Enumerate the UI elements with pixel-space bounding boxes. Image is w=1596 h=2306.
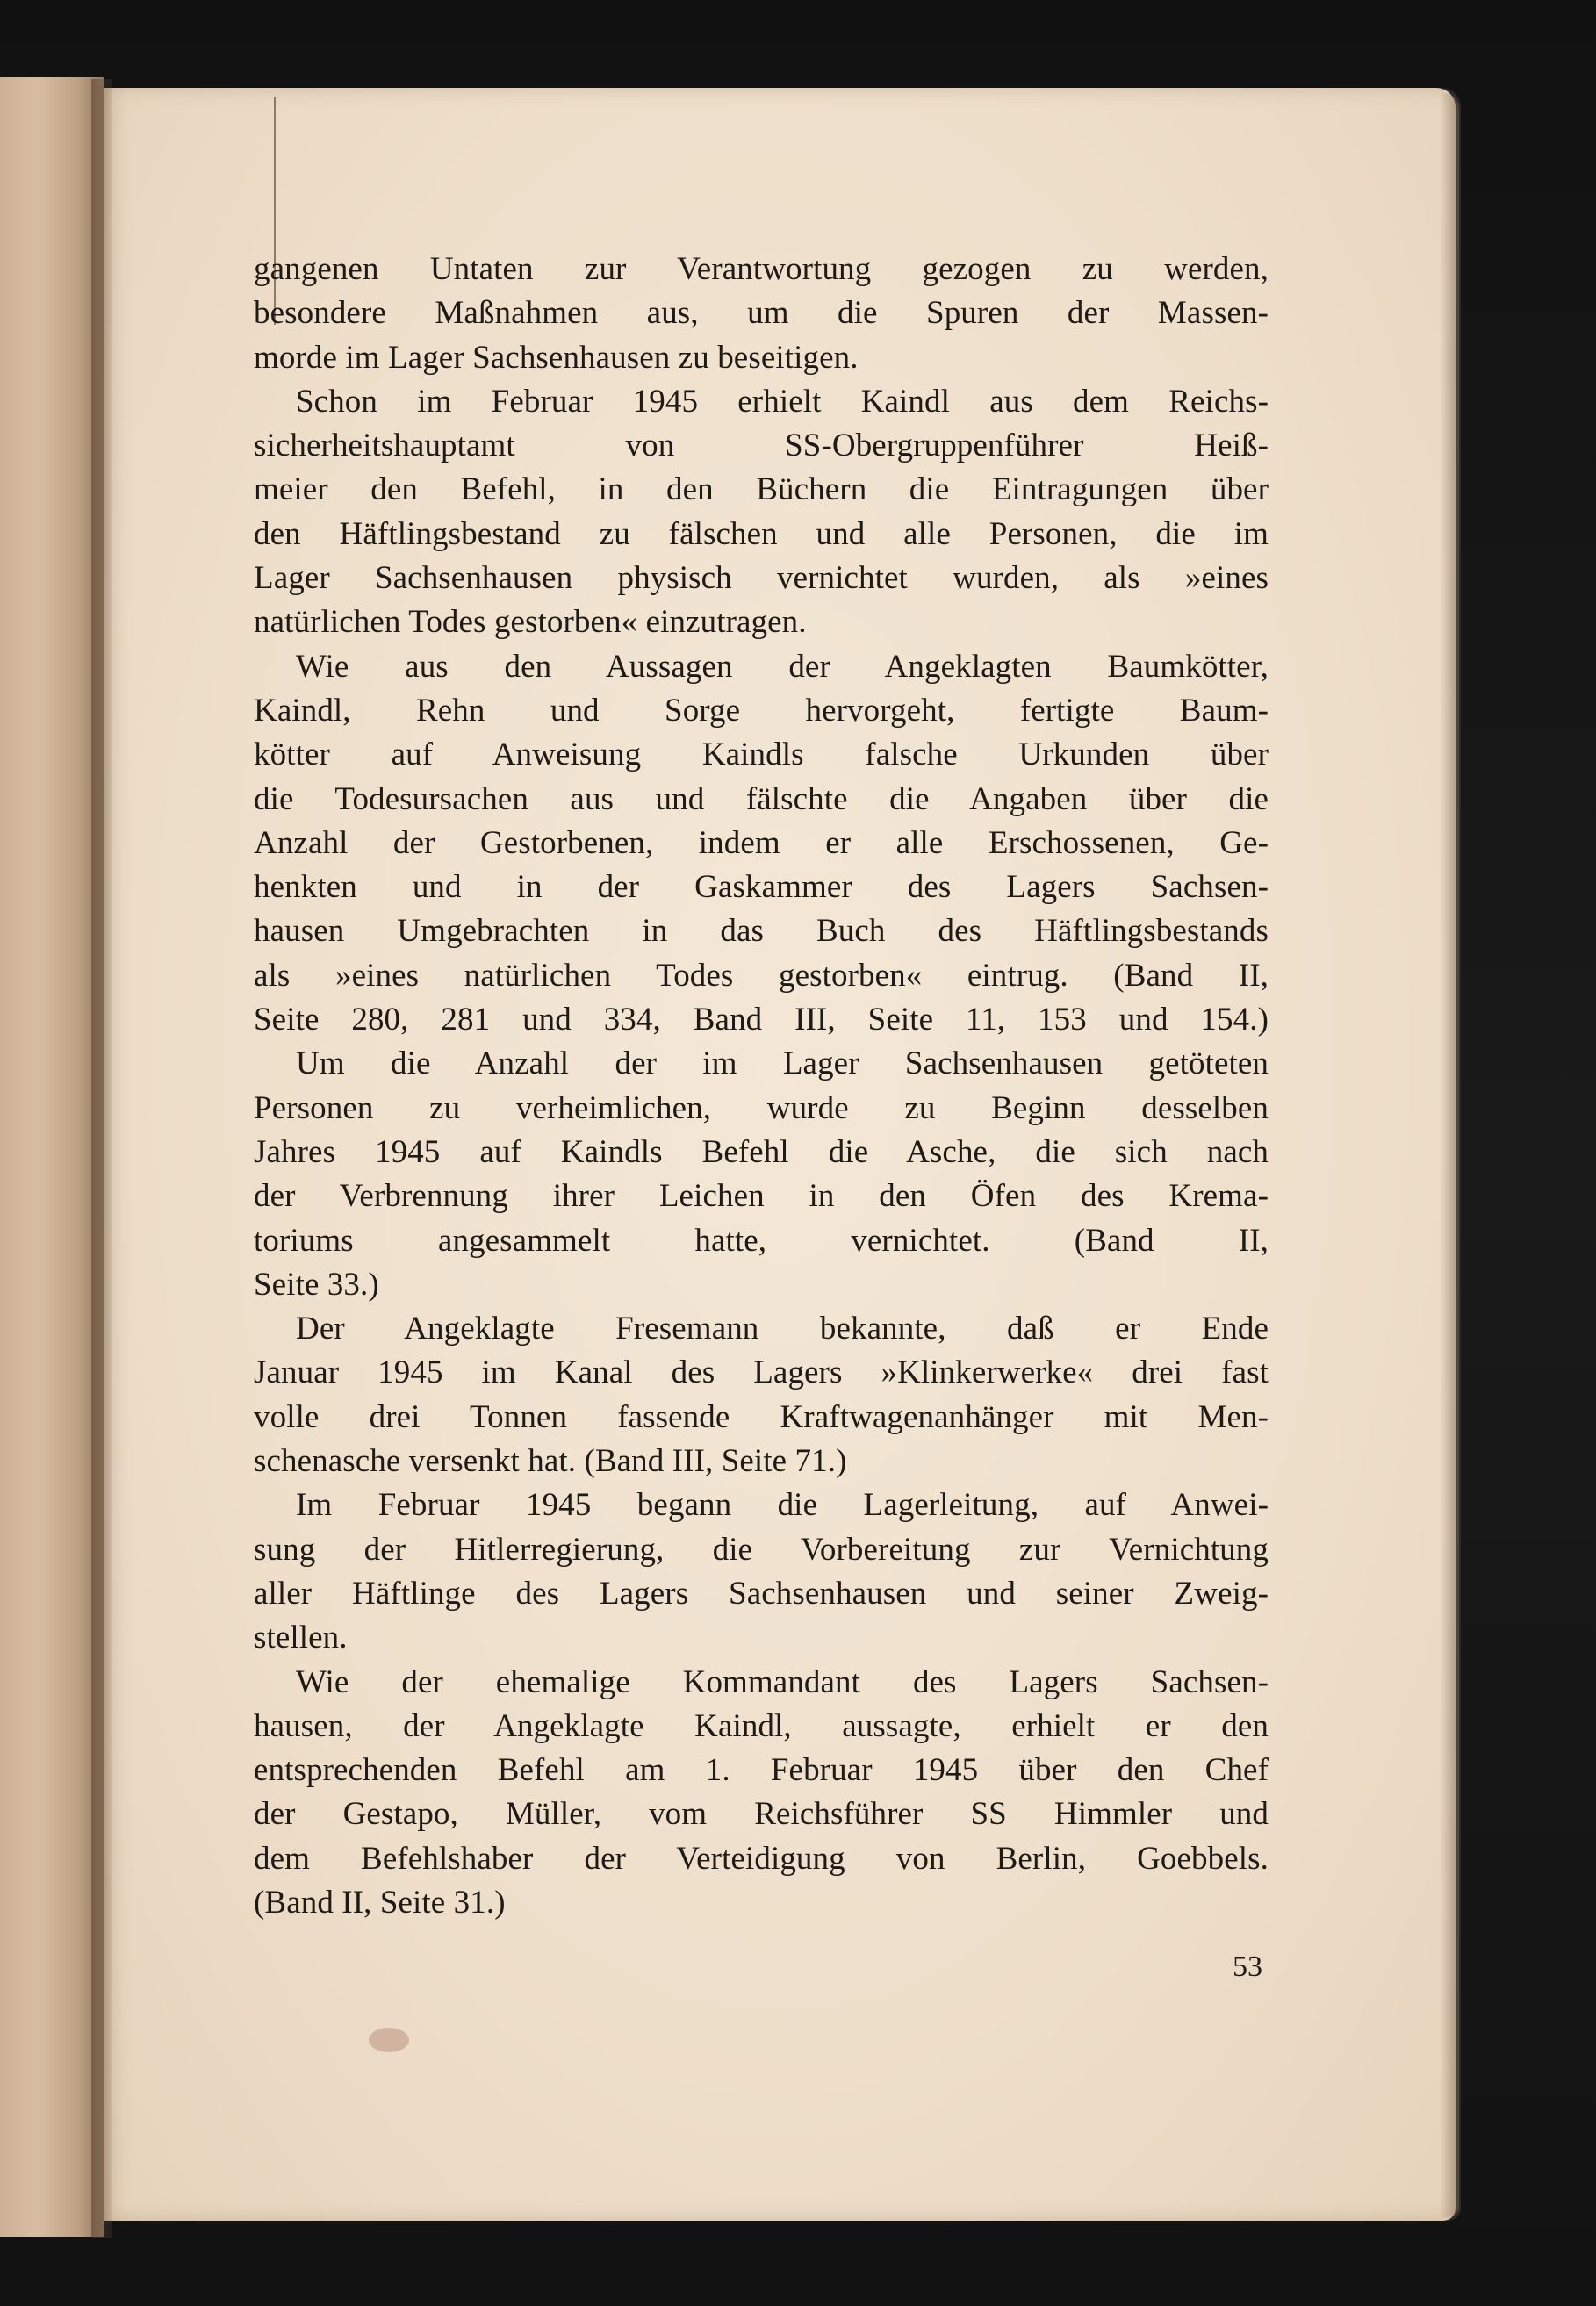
text-line: aller Häftlinge des Lagers Sachsenhausen und seiner Zweig- (254, 1575, 1269, 1612)
paragraph-4 (254, 1042, 1269, 1307)
text-line: Lager Sachsenhausen physisch vernichtet wurden, als »eines (254, 560, 1269, 597)
text-line: hausen Umgebrachten in das Buch des Häftlingsbestands (254, 913, 1269, 950)
paragraph-5 (254, 1307, 1269, 1483)
text-line: der Gestapo, Müller, vom Reichsführer SS Himmler und (254, 1796, 1269, 1833)
text-line: hausen, der Angeklagte Kaindl, aussagte, erhielt er den (254, 1707, 1269, 1744)
paragraph-3 (254, 645, 1269, 1043)
page-gutter-shadow (91, 79, 112, 2238)
text-line: natürlichen Todes gestorben« einzutragen. (254, 604, 807, 641)
text-line: kötter auf Anweisung Kaindls falsche Urkunden über (254, 736, 1269, 773)
text-line: Personen zu verheimlichen, wurde zu Beginn desselben (254, 1089, 1269, 1126)
text-line: toriums angesammelt hatte, vernichtet. (Band II, (254, 1222, 1269, 1259)
stain-mark (369, 2028, 409, 2052)
paragraph-2 (254, 380, 1269, 645)
text-line: schenasche versenkt hat. (Band III, Seite 71.) (254, 1443, 847, 1480)
text-line: den Häftlingsbestand zu fälschen und alle Personen, die im (254, 515, 1269, 552)
text-line: entsprechenden Befehl am 1. Februar 1945 über den Chef (254, 1752, 1269, 1789)
paragraph-6 (254, 1483, 1269, 1660)
text-line: Kaindl, Rehn und Sorge hervorgeht, fertigte Baum- (254, 692, 1269, 729)
text-line: besondere Maßnahmen aus, um die Spuren der Massen- (254, 295, 1269, 332)
text-line: meier den Befehl, in den Büchern die Eintragungen über (254, 471, 1269, 508)
text-line: (Band II, Seite 31.) (254, 1884, 506, 1921)
text-line: Wie aus den Aussagen der Angeklagten Baumkötter, (296, 648, 1269, 685)
text-line: stellen. (254, 1620, 348, 1656)
text-line: Januar 1945 im Kanal des Lagers »Klinkerwerke« drei fast (254, 1354, 1269, 1391)
text-line: als »eines natürlichen Todes gestorben« eintrug. (Band II, (254, 957, 1269, 994)
text-line: der Verbrennung ihrer Leichen in den Öfen des Krema- (254, 1178, 1269, 1215)
text-line: Um die Anzahl der im Lager Sachsenhausen getöteten (296, 1045, 1269, 1082)
text-line: Anzahl der Gestorbenen, indem er alle Erschossenen, Ge- (254, 824, 1269, 861)
text-line: die Todesursachen aus und fälschte die Angaben über die (254, 780, 1269, 817)
text-line: Im Februar 1945 begann die Lagerleitung, auf Anwei- (296, 1487, 1269, 1524)
text-line: gangenen Untaten zur Verantwortung gezogen zu werden, (254, 251, 1269, 287)
text-line: Wie der ehemalige Kommandant des Lagers Sachsen- (296, 1663, 1269, 1700)
text-line: Schon im Februar 1945 erhielt Kaindl aus dem Reichs- (296, 383, 1269, 420)
page-number: 53 (1233, 1950, 1262, 1983)
text-line: sung der Hitlerregierung, die Vorbereitung zur Vernichtung (254, 1531, 1269, 1568)
body-text (254, 248, 1269, 1925)
paragraph-1 (254, 248, 1269, 380)
paragraph-7 (254, 1661, 1269, 1926)
text-line: volle drei Tonnen fassende Kraftwagenanhänger mit Men- (254, 1398, 1269, 1435)
text-line: sicherheitshauptamt von SS-Obergruppenführer Heiß- (254, 427, 1269, 464)
text-line: Jahres 1945 auf Kaindls Befehl die Asche, die sich nach (254, 1133, 1269, 1170)
text-line: henkten und in der Gaskammer des Lagers Sachsen- (254, 869, 1269, 906)
text-line: dem Befehlshaber der Verteidigung von Berlin, Goebbels. (254, 1840, 1269, 1877)
left-page-edge (0, 77, 104, 2237)
text-line: Seite 33.) (254, 1266, 379, 1303)
page-right-edge (1440, 93, 1459, 2217)
text-line: morde im Lager Sachsenhausen zu beseitigen. (254, 339, 859, 376)
text-line: Seite 280, 281 und 334, Band III, Seite 11, 153 und 154.) (254, 1002, 1269, 1038)
text-line: Der Angeklagte Fresemann bekannte, daß er Ende (296, 1311, 1269, 1347)
